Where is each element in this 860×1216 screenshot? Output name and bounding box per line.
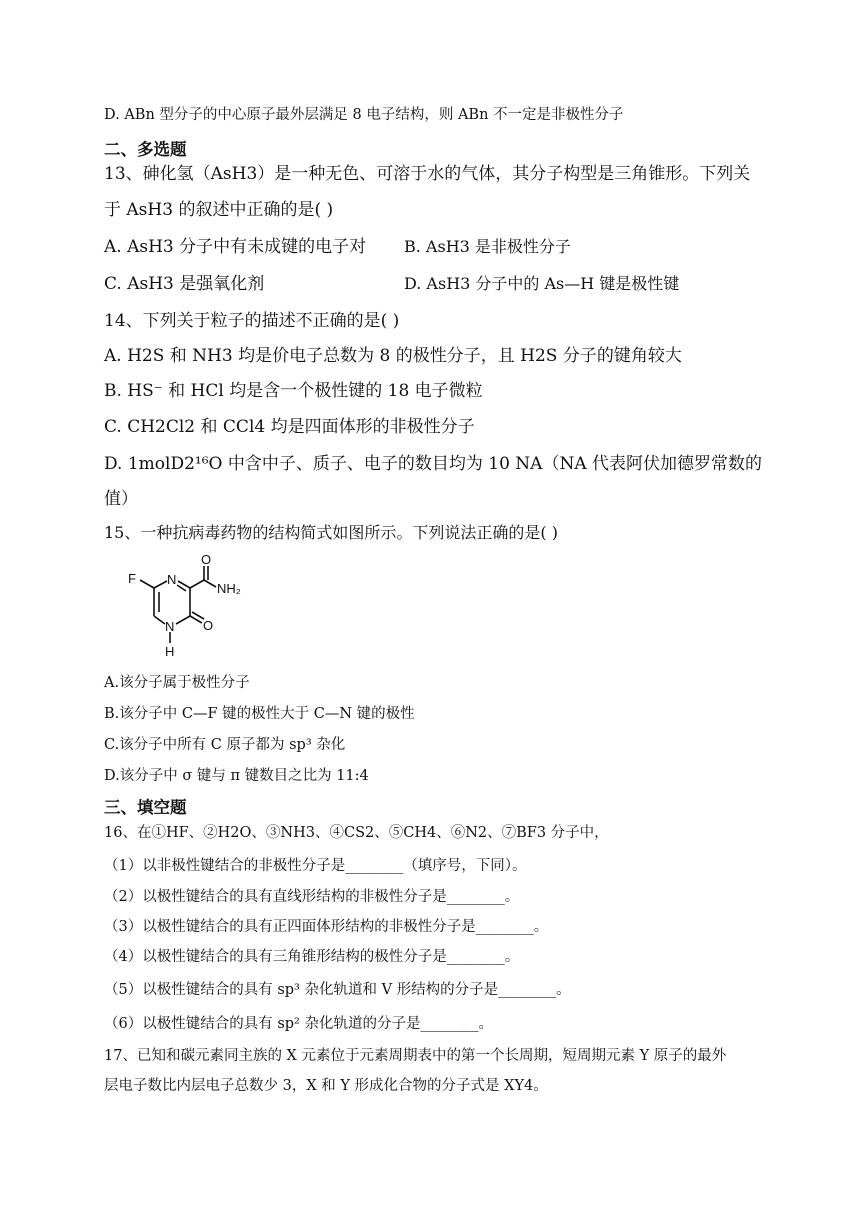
section-title-multiple-choice: 二、多选题 [104,140,187,159]
q16-sub-2: （2）以极性键结合的具有直线形结构的非极性分子是________。 [104,889,520,905]
q13-option-c: C. AsH3 是强氧化剂 [104,274,265,294]
q16-stem: 16、在①HF、②H2O、③NH3、④CS2、⑤CH4、⑥N2、⑦BF3 分子中， [104,825,609,841]
q13-option-a: A. AsH3 分子中有未成键的电子对 [104,237,367,257]
q15-option-a: A.该分子属于极性分子 [104,675,250,691]
structure-label-n-bottom: N [165,619,175,634]
q16-sub-4: （4）以极性键结合的具有三角锥形结构的极性分子是________。 [104,949,520,965]
structure-label-o-top: O [201,552,212,567]
structure-label-n-top: N [167,572,177,587]
q14-option-c: C. CH2Cl2 和 CCl4 均是四面体形的非极性分子 [104,417,475,437]
q13-option-b: B. AsH3 是非极性分子 [404,237,571,256]
q14-option-d-line2: 值） [104,489,138,509]
q14-option-a: A. H2S 和 NH3 均是价电子总数为 8 的极性分子，且 H2S 分子的键角较大 [104,346,682,366]
q14-option-b: B. HS⁻ 和 HCl 均是含一个极性键的 18 电子微粒 [104,381,483,401]
structure-label-f: F [128,571,136,586]
q12-option-d: D. ABn 型分子的中心原子最外层满足 8 电子结构，则 ABn 不一定是非极性分子 [104,107,624,123]
q16-sub-1: （1）以非极性键结合的非极性分子是________（填序号，下同）。 [104,858,527,874]
molecule-structure-diagram [118,552,268,662]
section-title-fill-in: 三、填空题 [104,798,187,817]
q15-stem: 15、一种抗病毒药物的结构简式如图所示。下列说法正确的是( ) [104,523,558,542]
q14-stem: 14、下列关于粒子的描述不正确的是( ) [104,311,400,331]
q16-sub-6: （6）以极性键结合的具有 sp² 杂化轨道的分子是________。 [104,1016,493,1032]
q17-line1: 17、已知和碳元素同主族的 X 元素位于元素周期表中的第一个长周期，短周期元素 Y 原子的最外 [104,1048,727,1064]
q17-line2: 层电子数比内层电子总数少 3，X 和 Y 形成化合物的分子式是 XY4。 [104,1078,548,1094]
q13-stem-line2: 于 AsH3 的叙述中正确的是( ) [104,200,334,220]
q16-sub-5: （5）以极性键结合的具有 sp³ 杂化轨道和 V 形结构的分子是________。 [104,982,571,998]
structure-label-o-right: O [203,618,214,633]
q13-stem-line1: 13、砷化氢（AsH3）是一种无色、可溶于水的气体，其分子构型是三角锥形。下列关 [104,164,751,184]
q15-option-b: B.该分子中 C—F 键的极性大于 C—N 键的极性 [104,706,415,722]
q16-sub-3: （3）以极性键结合的具有正四面体形结构的非极性分子是________。 [104,919,549,935]
q15-option-d: D.该分子中 σ 键与 π 键数目之比为 11:4 [104,768,369,784]
structure-label-nh2: NH₂ [217,581,241,596]
q15-option-c: C.该分子中所有 C 原子都为 sp³ 杂化 [104,737,346,753]
q14-option-d-line1: D. 1molD2¹⁶O 中含中子、质子、电子的数目均为 10 NA（NA 代表阿伏加德罗常数的 [104,454,763,474]
q13-option-d: D. AsH3 分子中的 As—H 键是极性键 [404,274,680,293]
structure-label-h: H [165,644,175,659]
